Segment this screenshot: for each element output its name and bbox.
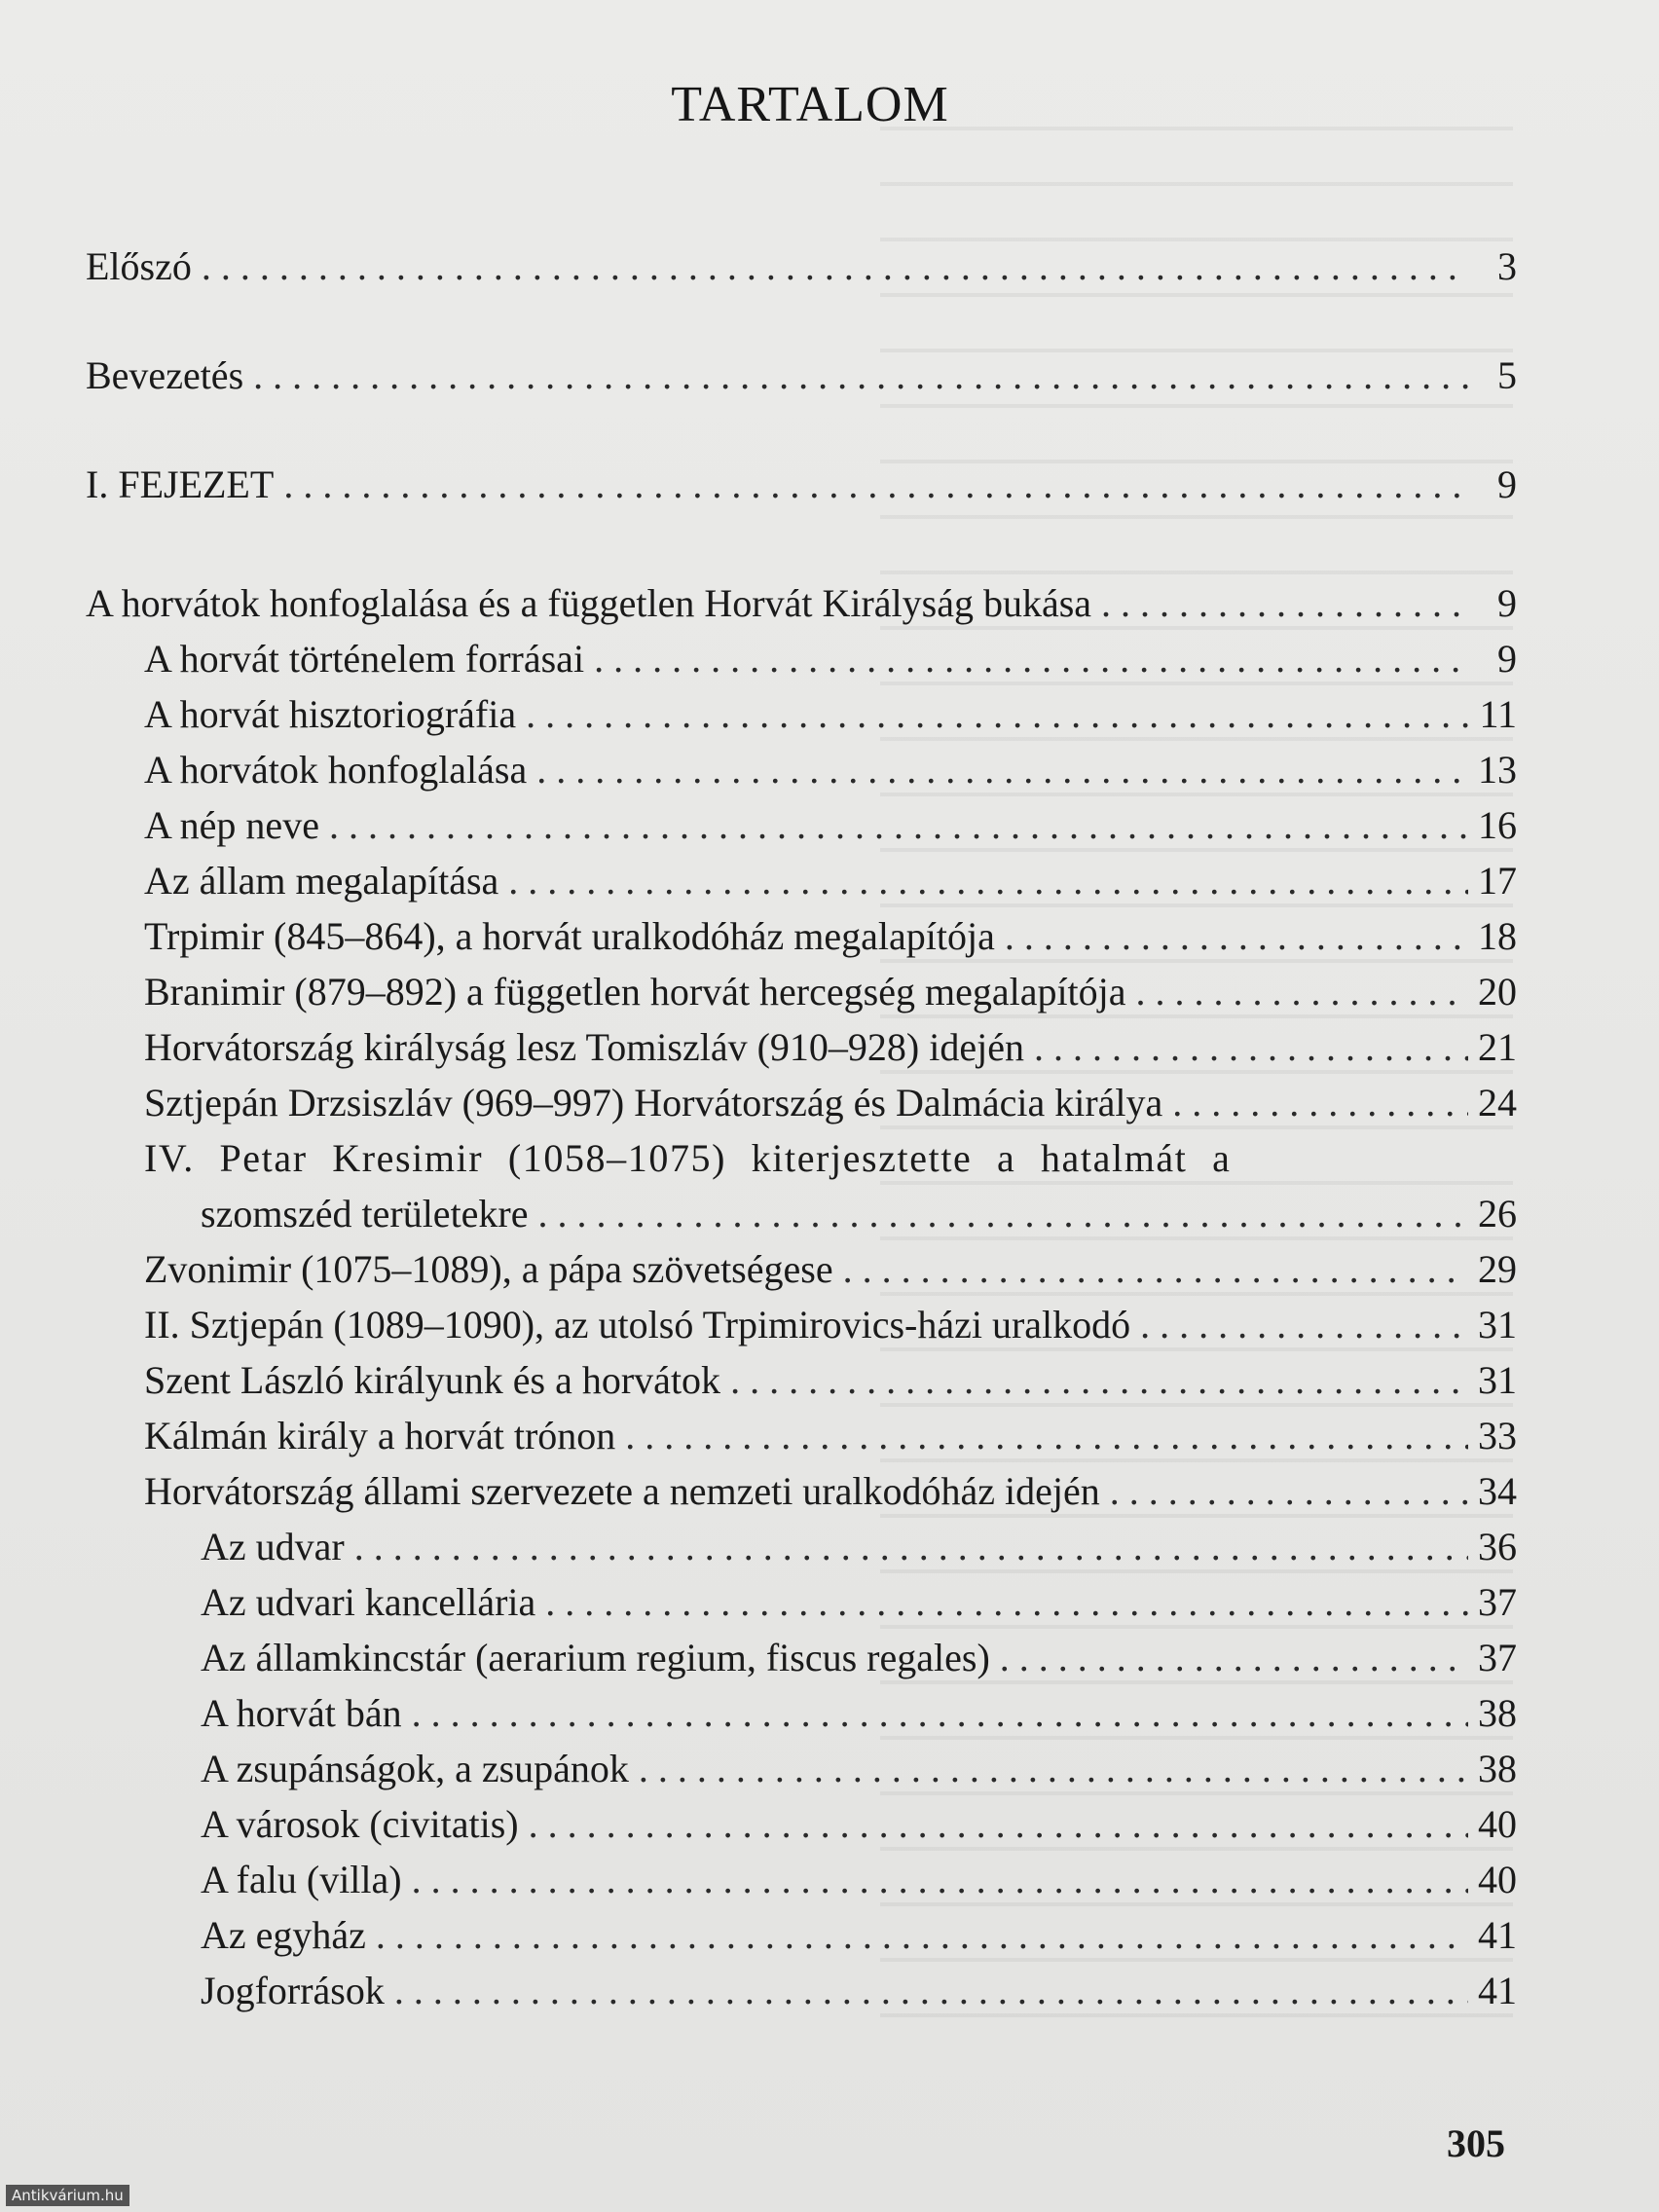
dot-leader	[1101, 578, 1468, 629]
dot-leader	[625, 1411, 1468, 1461]
toc-entry	[201, 1910, 1517, 1961]
toc-entry-page: 31	[1478, 1303, 1517, 1346]
toc-entry-label: Az udvar	[201, 1525, 345, 1568]
dot-leader	[730, 1355, 1468, 1406]
dot-leader	[376, 1910, 1468, 1961]
toc-entry-page: 17	[1478, 859, 1517, 903]
toc-entry-label: A horvát bán	[201, 1691, 402, 1735]
dot-leader	[1005, 911, 1468, 962]
dot-leader	[639, 1744, 1468, 1794]
toc-entry-page: 40	[1478, 1858, 1517, 1901]
toc-entry-page: 29	[1478, 1247, 1517, 1291]
toc-entry	[201, 1577, 1517, 1628]
toc-entry-page: 21	[1478, 1025, 1517, 1069]
toc-entry-label: Előszó	[86, 244, 192, 288]
toc-entry-label: Kálmán király a horvát trónon	[144, 1414, 616, 1457]
dot-leader	[354, 1522, 1468, 1572]
toc-entry-label: Branimir (879–892) a független horvát hercegség megalapítója	[144, 970, 1126, 1014]
watermark: Antikvárium.hu	[6, 2185, 129, 2206]
toc-entry-page: 41	[1478, 1913, 1517, 1957]
toc-entry-page: 5	[1497, 353, 1517, 397]
toc-entry-page: 9	[1497, 637, 1517, 681]
toc-entry-label: A horvátok honfoglalása	[144, 748, 528, 792]
toc-entry-label: A zsupánságok, a zsupánok	[201, 1747, 629, 1790]
dot-leader	[843, 1244, 1468, 1295]
dot-leader	[1000, 1633, 1468, 1683]
toc-entry-page: 37	[1478, 1636, 1517, 1679]
toc-entry	[144, 1244, 1517, 1295]
toc-entry-label: A horvát történelem forrásai	[144, 637, 585, 681]
toc-entry-label: A falu (villa)	[201, 1858, 402, 1901]
toc-entry	[201, 1633, 1517, 1683]
dot-leader	[202, 241, 1468, 292]
toc-entry-label: Az állam megalapítása	[144, 859, 499, 903]
toc-entry-page: 9	[1497, 462, 1517, 506]
toc-entry-label: szomszéd területekre	[201, 1192, 529, 1235]
toc-entry	[201, 1522, 1517, 1572]
toc-entry-label: Szent László királyunk és a horvátok	[144, 1358, 721, 1402]
toc-entry-page: 40	[1478, 1802, 1517, 1846]
dot-leader	[594, 634, 1468, 684]
dot-leader	[545, 1577, 1468, 1628]
toc-entry-page: 24	[1478, 1081, 1517, 1124]
toc-entry-page: 20	[1478, 970, 1517, 1014]
toc-entry-page: 18	[1478, 914, 1517, 958]
dot-leader	[1140, 1300, 1468, 1350]
toc-entry	[144, 634, 1517, 684]
toc-entry-label: A horvát hisztoriográfia	[144, 692, 517, 736]
toc-entry-label: Az államkincstár (aerarium regium, fiscus regales)	[201, 1636, 990, 1679]
toc-entry-label: A városok (civitatis)	[201, 1802, 519, 1846]
dot-leader	[538, 1189, 1468, 1239]
dot-leader	[1172, 1078, 1468, 1128]
toc-entry-page: 33	[1478, 1414, 1517, 1457]
toc-entry-page: 11	[1479, 692, 1517, 736]
toc-entry	[144, 689, 1517, 740]
toc-entry	[144, 1411, 1517, 1461]
toc-entry	[144, 800, 1517, 851]
dot-leader	[412, 1688, 1468, 1739]
toc-entry	[201, 1799, 1517, 1850]
toc-entry-label: Jogforrások	[201, 1969, 385, 2012]
toc-entry	[201, 1189, 1517, 1239]
toc-entry	[86, 241, 1517, 292]
toc-entry-label: Horvátország királyság lesz Tomiszláv (910–928) idején	[144, 1025, 1024, 1069]
toc-entry-page: 38	[1478, 1747, 1517, 1790]
toc-entry	[86, 578, 1517, 629]
dot-leader	[526, 689, 1468, 740]
toc-entry-label: Bevezetés	[86, 353, 244, 397]
toc-entry-page: 34	[1478, 1469, 1517, 1513]
toc-entry	[144, 856, 1517, 906]
toc-entry	[144, 745, 1517, 795]
toc-entry	[201, 1855, 1517, 1905]
toc-entry	[201, 1744, 1517, 1794]
page-number: 305	[1447, 2121, 1505, 2165]
dot-leader	[1034, 1022, 1468, 1073]
toc-entry-label: Az udvari kancellária	[201, 1580, 536, 1624]
dot-leader	[1136, 967, 1468, 1017]
dot-leader	[536, 745, 1468, 795]
dot-leader	[329, 800, 1468, 851]
toc-entry-label: Horvátország állami szervezete a nemzeti uralkodóház idején	[144, 1469, 1100, 1513]
toc-entry	[144, 1078, 1517, 1128]
dot-leader	[283, 460, 1468, 510]
toc-entry-label: Az egyház	[201, 1913, 366, 1957]
toc-entry-page: 16	[1478, 803, 1517, 847]
toc-entry-page: 26	[1478, 1192, 1517, 1235]
toc-entry	[144, 1300, 1517, 1350]
toc-entry	[144, 1355, 1517, 1406]
toc-entry	[86, 460, 1517, 510]
toc-entry	[201, 1688, 1517, 1739]
toc-entry-label: Trpimir (845–864), a horvát uralkodóház megalapítója	[144, 914, 995, 958]
toc-entry-page: 38	[1478, 1691, 1517, 1735]
toc-entry	[144, 1466, 1517, 1517]
dot-leader	[529, 1799, 1468, 1850]
toc-entry-label: Sztjepán Drzsiszláv (969–997) Horvátország és Dalmácia királya	[144, 1081, 1163, 1124]
dot-leader	[1110, 1466, 1468, 1517]
toc-entry-label: II. Sztjepán (1089–1090), az utolsó Trpimirovics-házi uralkodó	[144, 1303, 1131, 1346]
toc-entry-page: 36	[1478, 1525, 1517, 1568]
toc-entry-label: Zvonimir (1075–1089), a pápa szövetségese	[144, 1247, 833, 1291]
dot-leader	[412, 1855, 1468, 1905]
toc-entry-page: 3	[1497, 244, 1517, 288]
toc-entry	[144, 911, 1517, 962]
toc-entry-label: A horvátok honfoglalása és a független Horvát Királyság bukása	[86, 581, 1092, 625]
toc-entry-label: I. FEJEZET	[86, 462, 275, 506]
toc-entry	[144, 1022, 1517, 1073]
dot-leader	[253, 350, 1468, 401]
toc-entry-page: 37	[1478, 1580, 1517, 1624]
toc-entry	[86, 350, 1517, 401]
toc-entry	[201, 1966, 1517, 2016]
toc-entry-label: A nép neve	[144, 803, 319, 847]
toc-entry	[144, 967, 1517, 1017]
dot-leader	[508, 856, 1468, 906]
toc-entry-label-line1: IV. Petar Kresimir (1058–1075) kiterjesztette a hatalmát a	[144, 1136, 1232, 1180]
toc-entry-page: 31	[1478, 1358, 1517, 1402]
toc-entry-page: 41	[1478, 1969, 1517, 2012]
toc-entry-page: 9	[1497, 581, 1517, 625]
dot-leader	[394, 1966, 1468, 2016]
toc-entry-first-line	[144, 1133, 1517, 1184]
page-title: TARTALOM	[671, 77, 949, 132]
toc-entry-page: 13	[1478, 748, 1517, 792]
